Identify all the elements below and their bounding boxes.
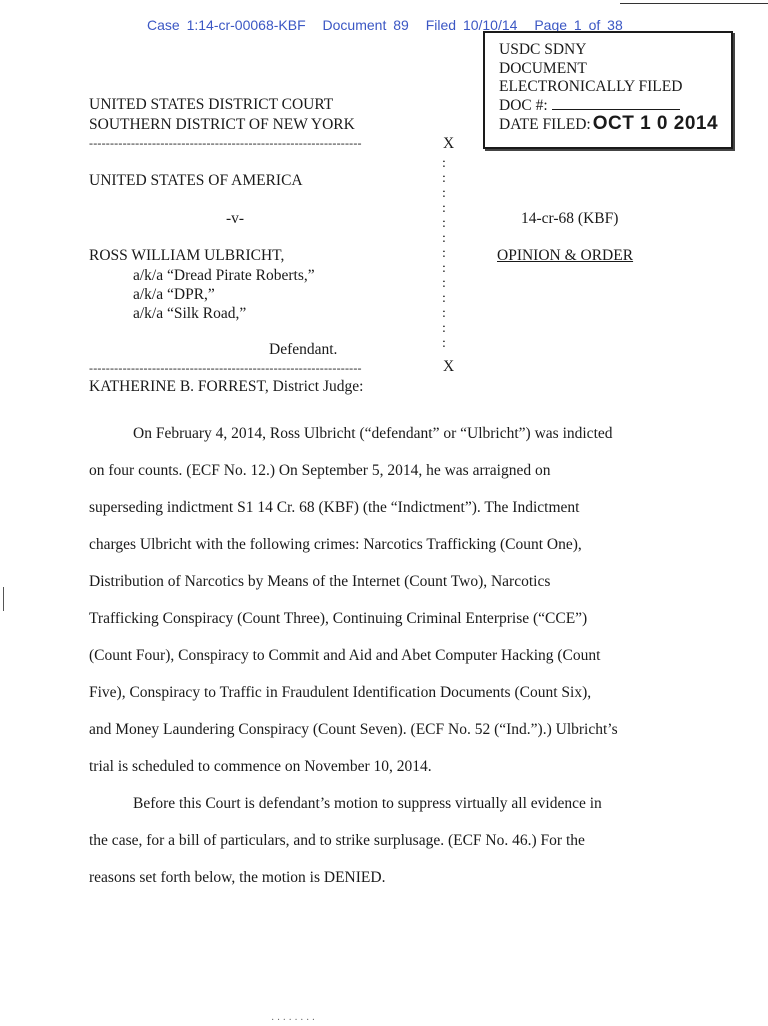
stamp-electronically-filed: ELECTRONICALLY FILED: [499, 78, 683, 95]
stamp-court: USDC SDNY: [499, 41, 587, 58]
caption-colon-column: : : : : : : : : : : : : :: [442, 156, 446, 351]
filing-stamp: [483, 31, 733, 149]
caption-versus: -v-: [226, 210, 245, 227]
document-number-header: Document 89: [322, 17, 409, 33]
paragraph-line: Trafficking Conspiracy (Count Three), Continuing Criminal Enterprise (“CCE”): [89, 610, 588, 627]
aka-dpr: a/k/a “DPR,”: [133, 286, 215, 303]
paragraph-line: and Money Laundering Conspiracy (Count Seven). (ECF No. 52 (“Ind.”).) Ulbricht’s: [89, 721, 618, 738]
caption-doc-title: OPINION & ORDER: [497, 247, 634, 264]
caption-bottom-x: X: [443, 358, 455, 375]
caption-aka-list: [133, 266, 315, 323]
filed-date-header: Filed 10/10/14: [425, 17, 518, 33]
stamp-doc-label: DOC #:: [499, 96, 548, 114]
caption-bottom-rule: -----------------------------------------------------------------: [89, 361, 362, 375]
scan-border-line: [620, 3, 768, 4]
judge-line: KATHERINE B. FORREST, District Judge:: [89, 378, 364, 395]
paragraph-line: the case, for a bill of particulars, and to strike surplusage. (ECF No. 46.) For the: [89, 832, 585, 849]
paragraph-line: superseding indictment S1 14 Cr. 68 (KBF) (the “Indictment”). The Indictment: [89, 499, 580, 516]
paragraph-line: on four counts. (ECF No. 12.) On September 5, 2014, he was arraigned on: [89, 462, 551, 479]
paragraph-line: Five), Conspiracy to Traffic in Fraudulent Identification Documents (Count Six),: [89, 684, 592, 701]
paragraph-line: charges Ulbricht with the following crimes: Narcotics Trafficking (Count One),: [89, 536, 582, 553]
opinion-paragraph-2: [89, 785, 669, 896]
scan-margin-mark: [3, 587, 4, 611]
caption-plaintiff: UNITED STATES OF AMERICA: [89, 172, 303, 189]
aka-silk-road: a/k/a “Silk Road,”: [133, 305, 247, 322]
aka-dread-pirate-roberts: a/k/a “Dread Pirate Roberts,”: [133, 267, 315, 284]
doc-number-blank: [552, 97, 680, 110]
paragraph-line: Distribution of Narcotics by Means of the Internet (Count Two), Narcotics: [89, 573, 551, 590]
scan-artifact: · · · · · · · ·: [271, 1015, 316, 1026]
stamp-date-value: OCT 1 0 2014: [592, 113, 719, 134]
caption-case-number: 14-cr-68 (KBF): [521, 210, 619, 227]
court-name-line1: UNITED STATES DISTRICT COURT: [89, 96, 334, 113]
caption-top-x: X: [443, 135, 455, 152]
case-number-header: Case 1:14-cr-00068-KBF: [147, 17, 306, 33]
paragraph-line: (Count Four), Conspiracy to Commit and Aid and Abet Computer Hacking (Count: [89, 647, 601, 664]
paragraph-line: trial is scheduled to commence on November 10, 2014.: [89, 758, 432, 775]
paragraph-line: Before this Court is defendant’s motion to suppress virtually all evidence in: [133, 795, 602, 812]
court-name: [89, 95, 355, 135]
stamp-document: DOCUMENT: [499, 59, 587, 77]
paragraph-line: On February 4, 2014, Ross Ulbricht (“defendant” or “Ulbricht”) was indicted: [133, 425, 613, 442]
opinion-paragraph-1: [89, 415, 669, 785]
stamp-doc-number: [499, 97, 731, 116]
page-count-header: Page 1 of 38: [534, 17, 623, 33]
court-name-line2: SOUTHERN DISTRICT OF NEW YORK: [89, 116, 355, 133]
caption-defendant-label: Defendant.: [269, 341, 338, 358]
stamp-date-label: DATE FILED:: [499, 116, 591, 133]
paragraph-line: reasons set forth below, the motion is DENIED.: [89, 869, 386, 886]
stamp-date-filed: [499, 115, 731, 135]
caption-defendant-name: ROSS WILLIAM ULBRICHT,: [89, 247, 285, 264]
caption-top-rule: -----------------------------------------------------------------: [89, 136, 362, 150]
